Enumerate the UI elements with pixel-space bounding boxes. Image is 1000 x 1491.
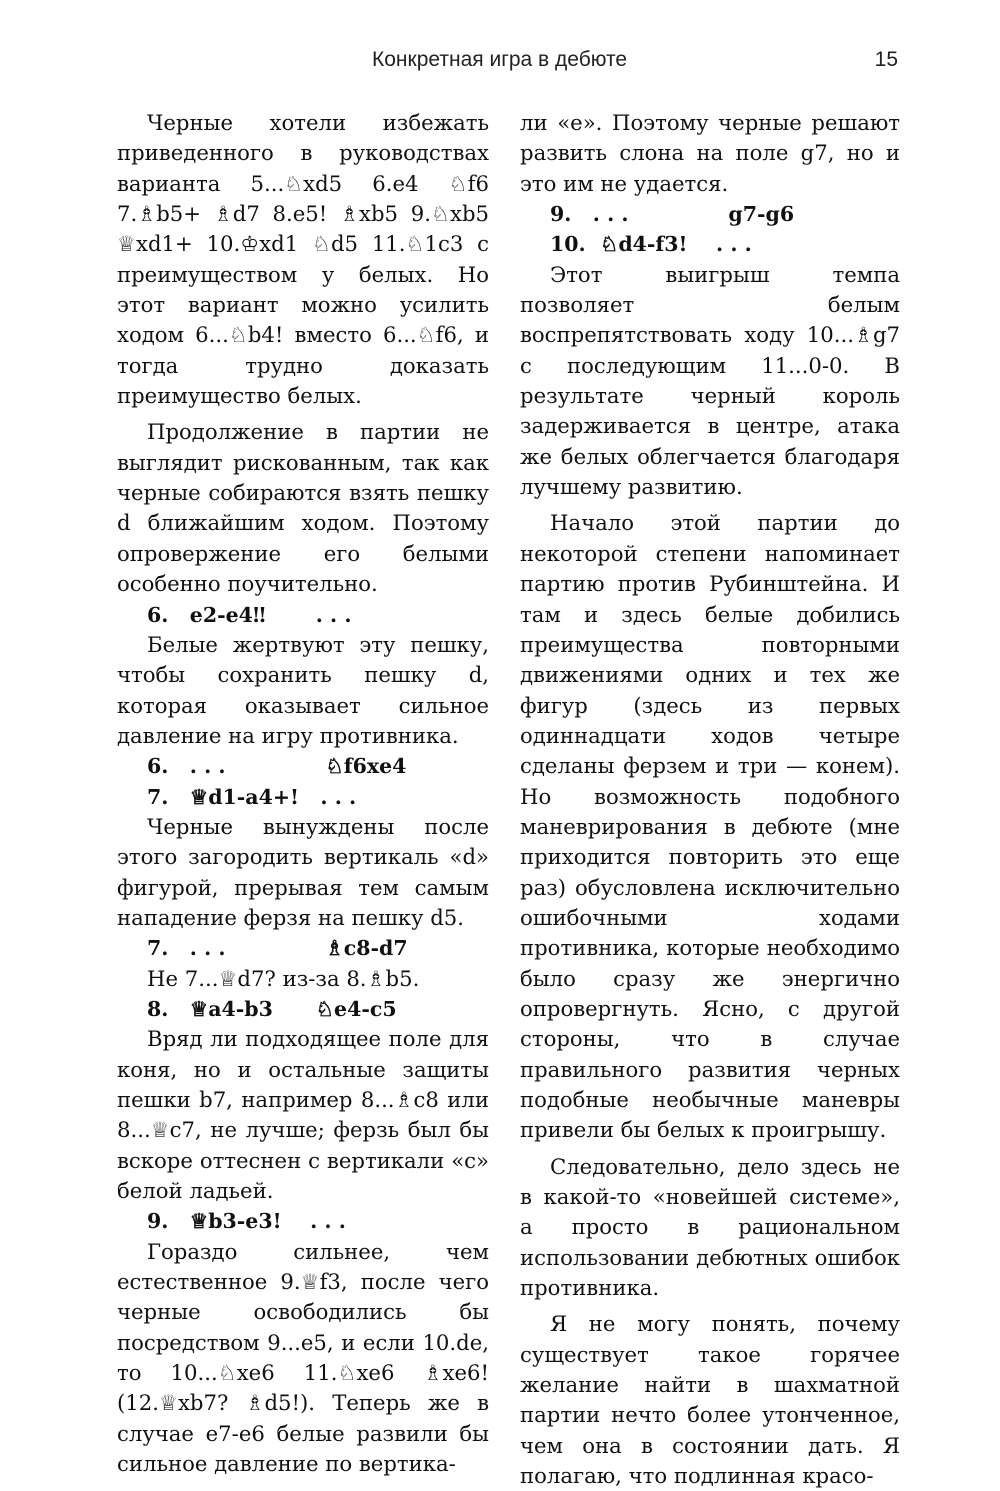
running-title: Конкретная игра в дебюте	[372, 48, 628, 71]
page-number: 15	[874, 48, 898, 71]
move-line: 6. e2-e4‼ . . .	[147, 602, 352, 627]
paragraph: Я не могу понять, почему существует такое горячее желание найти в шахматной партии нечто более утонченное, чем она в состоянии дать. Я полагаю, что подлинная красо-	[520, 1311, 900, 1489]
paragraph: Белые жертвуют эту пешку, чтобы сохранить пешку d, которая оказывает сильное давление на игру противника.	[117, 631, 489, 748]
move-line: 9. . . . g7-g6	[550, 202, 795, 227]
right-column	[520, 108, 900, 1491]
paragraph: Следовательно, дело здесь не в какой-то «новейшей системе», а просто в рациональном использовании дебютных ошибок противника.	[520, 1153, 900, 1301]
paragraph: Не 7...♕d7? из-за 8.♗b5.	[147, 965, 420, 991]
move-line: 6. . . . ♘f6xe4	[147, 754, 407, 779]
page-header	[0, 44, 1000, 78]
move-line: 8. ♕a4-b3 ♘e4-c5	[147, 996, 397, 1021]
move-line: 9. ♕b3-e3! . . .	[147, 1209, 346, 1234]
paragraph: Черные хотели избежать приведенного в руководствах варианта 5...♘xd5 6.e4 ♘f6 7.♗b5+ ♗d7 8.e5! ♗xb5 9.♘xb5 ♕xd1+ 10.♔xd1 ♘d5 11.♘1c3 с преимуществом у белых. Но этот вариант можно усилить ходом 6...♘b4! вместо 6...♘f6, и тогда трудно доказать преимущество белых.	[117, 110, 489, 409]
paragraph: Черные вынуждены после этого загородить вертикаль «d» фигурой, прерывая тем самым нападение ферзя на пешку d5.	[117, 813, 489, 930]
paragraph: Этот выигрыш темпа позволяет белым воспрепятствовать ходу 10...♗g7 с последующим 11...0-0. В результате черный король задерживается в центре, атака же белых облегчается благодаря лучшему развитию.	[520, 261, 900, 500]
paragraph: ли «е». Поэтому черные решают развить слона на поле g7, но и это им не удается.	[520, 110, 900, 196]
paragraph: Вряд ли подходящее поле для коня, но и остальные защиты пешки b7, например 8...♗c8 или 8...♕c7, не лучше; ферзь был бы вскоре оттеснен с вертикали «с» белой ладьей.	[117, 1026, 489, 1204]
paragraph: Продолжение в партии не выглядит рискованным, так как черные собираются взять пешку d ближайшим ходом. Поэтому опровержение его белыми особенно поучительно.	[117, 419, 489, 597]
paragraph: Гораздо сильнее, чем естественное 9.♕f3, после чего черные освободились бы посредством 9...e5, и если 10.de, то 10...♘xe6 11.♘xe6 ♗xe6! (12.♕xb7? ♗d5!). Теперь же в случае e7-e6 белые развили бы сильное давление по вертика-	[117, 1238, 489, 1477]
move-line: 7. ♕d1-a4+! . . .	[147, 784, 357, 809]
left-column	[117, 108, 489, 1479]
move-line: 7. . . . ♗c8-d7	[147, 936, 408, 961]
paragraph: Начало этой партии до некоторой степени напоминает партию против Рубинштейна. И там и здесь белые добились преимущества повторными движениями одних и тех же фигур (здесь из первых одиннадцати ходов четыре сделаны ферзем и три — конем). Но возможность подобного маневрирования в дебюте (мне приходится повторить это еще раз) обусловлена исключительно ошибочными ходами противника, которые необходимо было сразу же энергично опровергнуть. Ясно, с другой стороны, что в случае правильного развития черных подобные необычные маневры привели бы белых к проигрышу.	[520, 510, 900, 1143]
move-line: 10. ♘d4-f3! . . .	[550, 232, 752, 257]
